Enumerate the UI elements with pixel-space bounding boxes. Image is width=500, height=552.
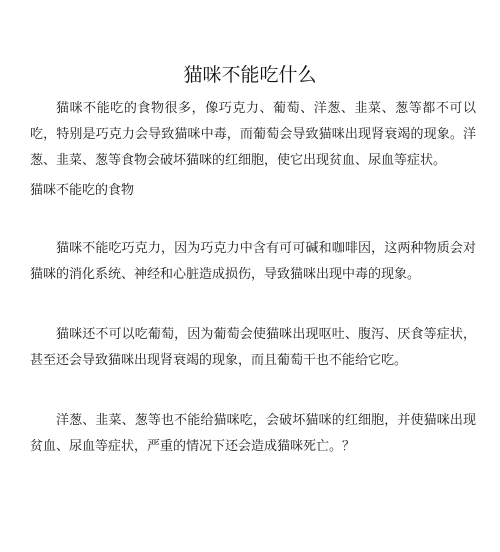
- section-subheading: 猫咪不能吃的食物: [30, 183, 135, 198]
- document-title: 猫咪不能吃什么: [183, 64, 317, 86]
- onion-paragraph: 洋葱、韭菜、葱等也不能给猫咪吃，会破坏猫咪的红细胞，并使猫咪出现贫血、尿血等症状，严重的情况下还会造成猫咪死亡。？: [30, 413, 476, 454]
- intro-paragraph: 猫咪不能吃的食物很多，像巧克力、葡萄、洋葱、韭菜、葱等都不可以吃，特别是巧克力会导致猫咪中毒，而葡萄会导致猫咪出现肾衰竭的现象。洋葱、韭菜、葱等食物会破坏猫咪的红细胞，使它出现贫血、尿血等症状。: [30, 101, 476, 168]
- chocolate-paragraph: 猫咪不能吃巧克力，因为巧克力中含有可可碱和咖啡因，这两种物质会对猫咪的消化系统、神经和心脏造成损伤，导致猫咪出现中毒的现象。: [30, 241, 476, 282]
- grape-paragraph: 猫咪还不可以吃葡萄，因为葡萄会使猫咪出现呕吐、腹泻、厌食等症状，甚至还会导致猫咪出现肾衰竭的现象，而且葡萄干也不能给它吃。: [30, 327, 476, 368]
